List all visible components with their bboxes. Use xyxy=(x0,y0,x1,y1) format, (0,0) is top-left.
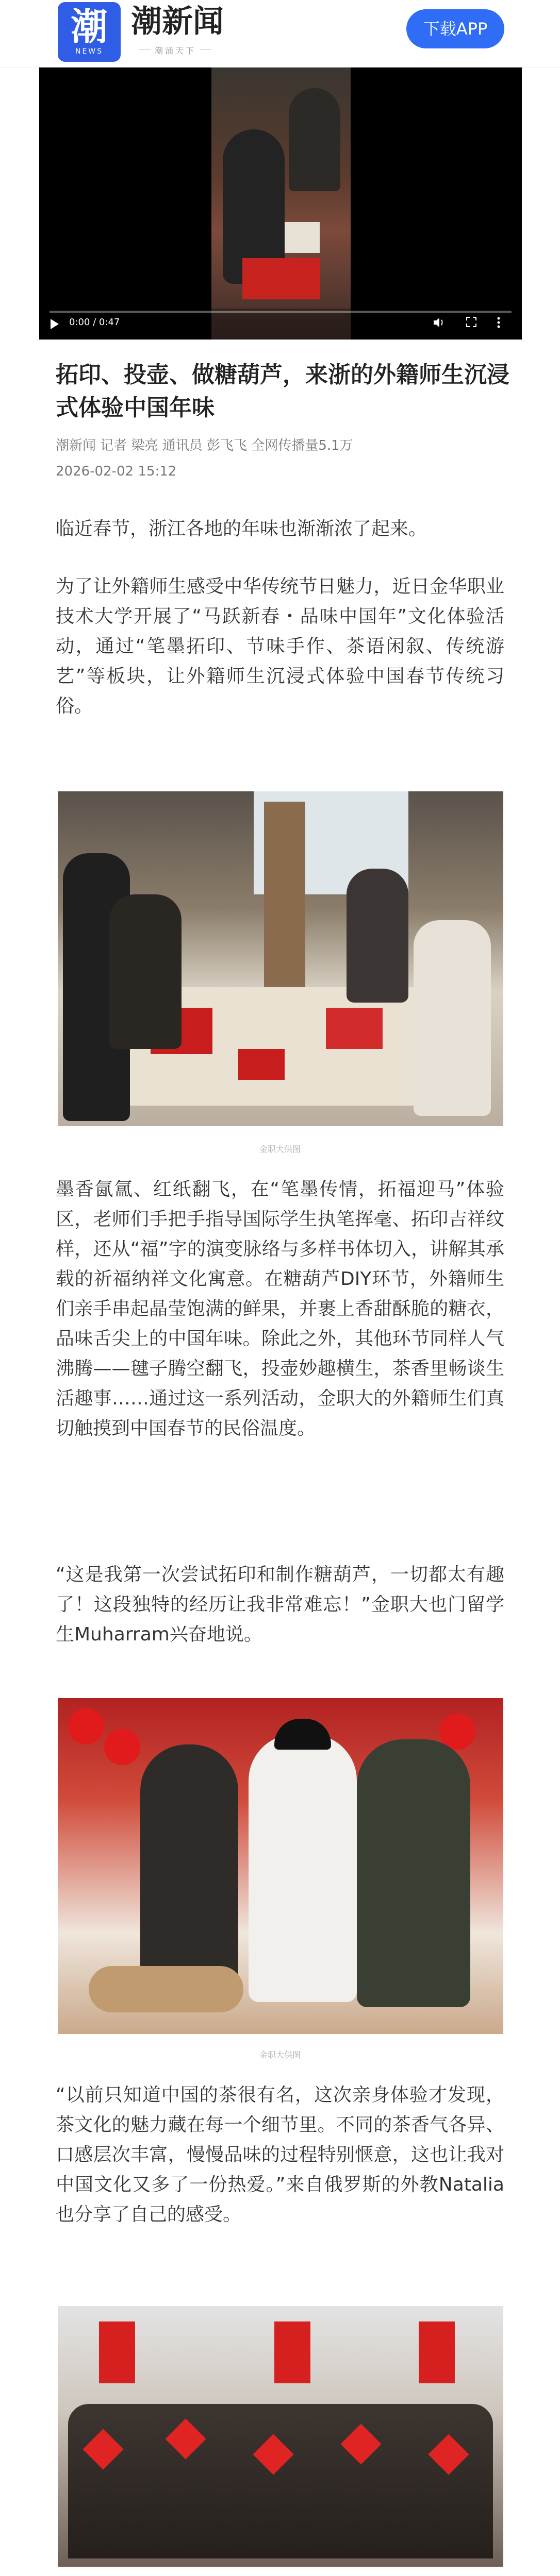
photo-person xyxy=(414,920,491,1116)
video-person xyxy=(289,88,340,191)
article-photo-rubbing-workshop xyxy=(58,791,503,1126)
article-photo-group xyxy=(58,2306,503,2567)
photo-person xyxy=(109,894,182,1049)
video-red-paper xyxy=(242,258,320,299)
photo-banner xyxy=(274,2321,310,2383)
brand-name: 潮新闻 xyxy=(131,4,224,40)
photo-person xyxy=(357,1739,470,2007)
article-title: 拓印、投壶、做糖葫芦，来浙的外籍师生沉浸式体验中国年味 xyxy=(56,362,509,421)
fullscreen-icon[interactable] xyxy=(465,316,477,333)
photo-hat xyxy=(274,1719,331,1750)
photo-person xyxy=(249,1734,357,2002)
article-meta: 潮新闻 记者 梁亮 通讯员 彭飞飞 全网传播量5.1万 xyxy=(56,438,353,453)
photo-banner xyxy=(99,2321,135,2383)
video-frame xyxy=(211,67,351,340)
photo-crowd xyxy=(68,2404,493,2558)
paragraph: 墨香氤氲、红纸翻飞，在“笔墨传情，拓福迎马”体验区，老师们手把手指导国际学生执笔挥毫、拓印吉祥纹样，还从“福”字的演变脉络与多样书体切入，讲解其承载的祈福纳祥文化寓意。在糖葫芦DIY环节，外籍师生们亲手串起晶莹饱满的鲜果，并裹上香甜酥脆的糖衣，品味舌尖上的中国年味。除此之外，其他环节同样人气沸腾——毽子腾空翻飞，投壶妙趣横生，茶香里畅谈生活趣事……通过这一系列活动，金职大的外籍师生们真切触摸到中国春节的民俗温度。 xyxy=(56,1179,504,1439)
brand-slogan: 潮涌天下 xyxy=(155,44,196,56)
paragraph: 临近春节，浙江各地的年味也渐渐浓了起来。 xyxy=(56,518,427,539)
download-app-button[interactable]: 下载APP xyxy=(406,9,504,48)
logo-subtext: NEWS xyxy=(75,47,104,56)
photo-lantern xyxy=(68,1708,104,1744)
paragraph: 为了让外籍师生感受中华传统节日魅力，近日金华职业技术大学开展了“马跃新春・品味中国年”文化体验活动，通过“笔墨拓印、节味手作、茶语闲叙、传统游艺”等板块，让外籍师生沉浸式体验中国春节传统习俗。 xyxy=(56,576,504,717)
photo-person xyxy=(347,869,408,1003)
chaoxinwen-logo[interactable] xyxy=(58,2,121,62)
video-progress-bar[interactable] xyxy=(50,311,512,313)
logo-glyph: 潮 xyxy=(70,5,108,48)
article-photo-sugar-gourd xyxy=(58,1698,503,2034)
paragraph: “这是我第一次尝试拓印和制作糖葫芦，一切都太有趣了！这段独特的经历让我非常难忘！”金职大也门留学生Muharram兴奋地说。 xyxy=(56,1564,504,1645)
photo-plate xyxy=(89,1966,243,2012)
photo-red-paper xyxy=(326,1008,383,1049)
article-date: 2026-02-02 15:12 xyxy=(56,464,177,479)
photo-red-paper xyxy=(238,1049,285,1080)
photo-banner xyxy=(419,2321,455,2383)
volume-icon[interactable] xyxy=(432,316,446,334)
photo-lantern xyxy=(104,1729,140,1765)
video-controls xyxy=(39,309,522,340)
video-player[interactable] xyxy=(39,67,522,340)
video-time: 0:00 / 0:47 xyxy=(69,317,120,328)
app-header xyxy=(0,0,560,67)
photo-caption: 金职大供图 xyxy=(259,2050,301,2060)
more-vertical-icon[interactable] xyxy=(496,316,501,334)
photo-caption: 金职大供图 xyxy=(259,1144,301,1154)
photo-person xyxy=(140,1744,238,1992)
photo-tree xyxy=(264,802,305,997)
paragraph: “以前只知道中国的茶很有名，这次亲身体验才发现，茶文化的魅力藏在每一个细节里。不同的茶香气各异、口感层次丰富，慢慢品味的过程特别惬意，这也让我对中国文化又多了一份热爱。”来自俄罗斯的外教Natalia也分享了自己的感受。 xyxy=(56,2084,504,2225)
play-icon[interactable] xyxy=(51,319,59,329)
